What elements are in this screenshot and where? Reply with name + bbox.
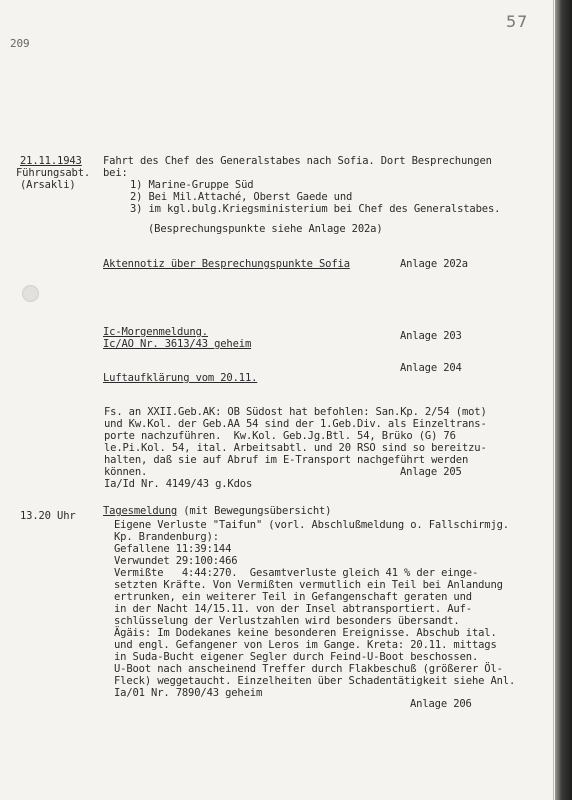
page-number-stamp: 57 [506,12,529,31]
entry-line: bei: [103,167,128,179]
tages-ref: Ia/01 Nr. 7890/43 geheim [114,687,263,699]
entry-line: 2) Bei Mil.Attaché, Oberst Gaede und [130,191,353,203]
aktennotiz-title: Aktennotiz über Besprechungspunkte Sofia [103,258,350,270]
fs-line: le.Pi.Kol. 54, ital. Arbeitsabtl. und 20 RSO sind so bereitzu- [104,442,487,454]
fs-line: können. [104,466,148,478]
tagesmeldung-body [114,519,515,699]
tagesmeldung-title-suffix: (mit Bewegungsübersicht) [177,505,332,517]
fs-line: Fs. an XXII.Geb.AK: OB Südost hat befohlen: San.Kp. 2/54 (mot) [104,406,487,418]
morgenmeldung-ref: Ic/AO Nr. 3613/43 geheim [103,338,252,350]
anlage-ref: Anlage 204 [400,362,462,374]
anlage-ref: Anlage 203 [400,330,462,342]
page-fold-line [553,0,554,800]
entry-line: (Besprechungspunkte siehe Anlage 202a) [148,223,383,235]
tages-line: Gefallene 11:39:144 [114,543,232,555]
tages-line: schlüsselung der Verlustzahlen wird besonders übersandt. [114,615,460,627]
tages-line: Kp. Brandenburg): [114,531,219,543]
entry-margin-unit: Führungsabt. [16,167,91,179]
entry-line: Fahrt des Chef des Generalstabes nach Sofia. Dort Besprechungen [103,155,492,167]
entry-margin-place: (Arsakli) [20,179,76,191]
tages-line: setzten Kräfte. Von Vermißten vermutlich ein Teil bei Anlandung [114,579,503,591]
tages-line: Ägäis: Im Dodekanes keine besonderen Ereignisse. Abschub ital. [114,627,497,639]
luftaufklaerung-title: Luftaufklärung vom 20.11. [103,372,258,384]
tages-line: ertrunken, ein weiterer Teil in Gefangenschaft geraten und [114,591,472,603]
tages-line: Verwundet 29:100:466 [114,555,238,567]
tages-line: Eigene Verluste "Taifun" (vorl. Abschlußmeldung o. Fallschirmjg. [114,519,509,531]
tages-line: in der Nacht 14/15.11. von der Insel abtransportiert. Auf- [114,603,472,615]
fs-line: porte nachzuführen. Kw.Kol. Geb.Jg.Btl. 54, Brüko (G) 76 [104,430,456,442]
punch-hole [22,285,39,302]
fs-line: und Kw.Kol. der Geb.AA 54 sind der 1.Geb.Div. als Einzeltrans- [104,418,487,430]
page-edge-shadow [555,0,572,800]
tages-line: Vermißte 4:44:270. Gesamtverluste gleich 41 % der einge- [114,567,479,579]
tagesmeldung-time: 13.20 Uhr [20,510,76,522]
entry-line: 3) im kgl.bulg.Kriegsministerium bei Chef des Generalstabes. [130,203,501,215]
fs-ref: Ia/Id Nr. 4149/43 g.Kdos [104,478,253,490]
tages-line: und engl. Gefangener von Leros im Gange. Kreta: 20.11. mittags [114,639,497,651]
morgenmeldung-title: Ic-Morgenmeldung. [103,326,208,338]
tages-line: Fleck) weggetaucht. Einzelheiten über Schadentätigkeit siehe Anl. [114,675,516,687]
anlage-ref: Anlage 206 [410,698,472,710]
anlage-ref: Anlage 205 [400,466,462,478]
anlage-ref: Anlage 202a [400,258,468,270]
entry-line: 1) Marine-Gruppe Süd [130,179,254,191]
fs-line: halten, daß sie auf Abruf im E-Transport nachgeführt werden [104,454,469,466]
tages-line: U-Boot nach anscheinend Treffer durch Flakbeschuß (größerer Öl- [114,663,503,675]
tagesmeldung-title: Tagesmeldung [103,505,178,517]
entry-date: 21.11.1943 [20,155,82,167]
corner-mark: 209 [10,37,30,50]
tages-line: in Suda-Bucht eigener Segler durch Feind-U-Boot beschossen. [114,651,479,663]
tagesmeldung-heading [103,505,331,517]
